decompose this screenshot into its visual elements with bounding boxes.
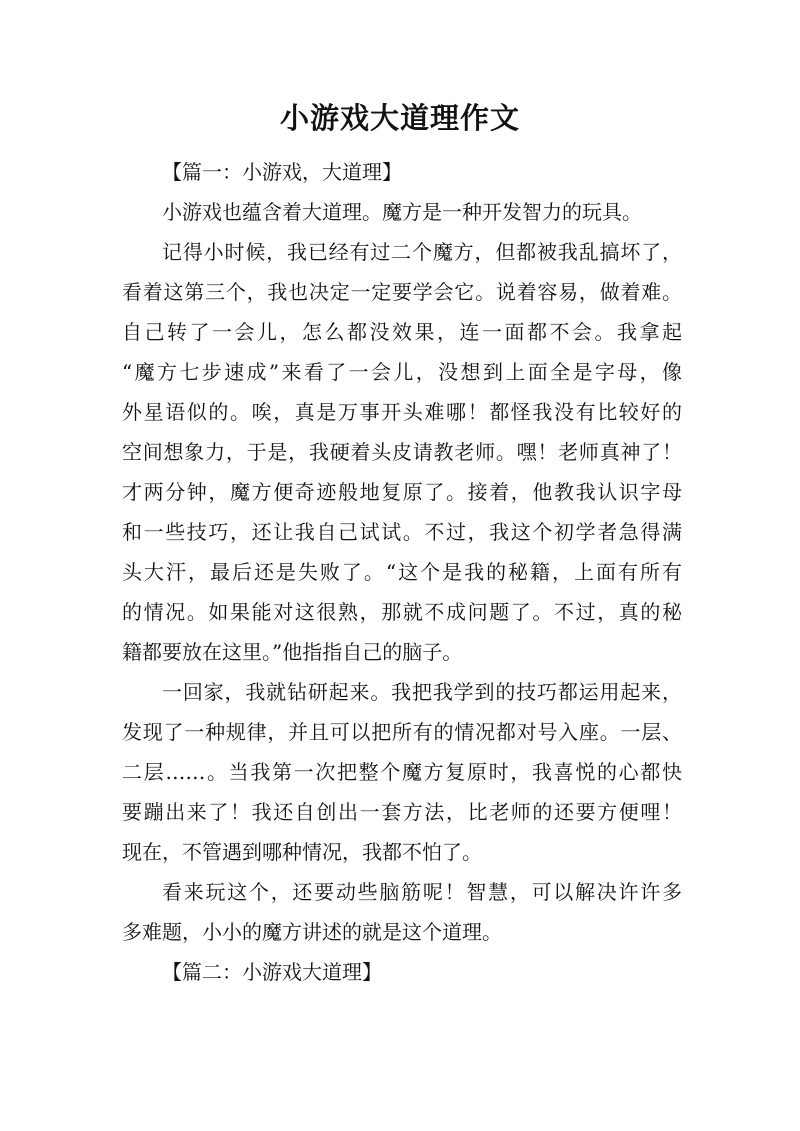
paragraph-line: 二层……。当我第一次把整个魔方复原时，我喜悦的心都快 <box>122 760 682 784</box>
paragraph-line: “魔方七步速成”来看了一会儿，没想到上面全是字母，像 <box>122 360 682 384</box>
paragraph-line: 现在，不管遇到哪种情况，我都不怕了。 <box>122 840 482 864</box>
paragraph-line: 小游戏也蕴含着大道理。魔方是一种开发智力的玩具。 <box>162 200 642 224</box>
paragraph-line: 一回家，我就钻研起来。我把我学到的技巧都运用起来， <box>162 680 682 704</box>
document-body <box>122 152 682 992</box>
paragraph-line: 记得小时候，我已经有过二个魔方，但都被我乱搞坏了， <box>162 240 682 264</box>
paragraph-line: 多难题，小小的魔方讲述的就是这个道理。 <box>122 920 502 944</box>
paragraph-line: 看来玩这个，还要动些脑筋呢！智慧，可以解决许许多 <box>162 880 682 904</box>
paragraph-line: 自己转了一会儿，怎么都没效果，连一面都不会。我拿起 <box>122 320 682 344</box>
section-heading-1: 【篇一：小游戏，大道理】 <box>162 160 402 184</box>
paragraph-line: 籍都要放在这里。”他指指自己的脑子。 <box>122 640 463 664</box>
document-title: 小游戏大道理作文 <box>279 101 520 135</box>
paragraph-line: 头大汗，最后还是失败了。“这个是我的秘籍，上面有所有 <box>122 560 682 584</box>
paragraph-line: 和一些技巧，还让我自己试试。不过，我这个初学者急得满 <box>122 520 682 544</box>
paragraph-line: 的情况。如果能对这很熟，那就不成问题了。不过，真的秘 <box>122 600 682 624</box>
section-heading-2: 【篇二：小游戏大道理】 <box>162 960 382 984</box>
paragraph-line: 看着这第三个，我也决定一定要学会它。说着容易，做着难。 <box>122 280 682 304</box>
paragraph-line: 才两分钟，魔方便奇迹般地复原了。接着，他教我认识字母 <box>122 480 682 504</box>
paragraph-line: 要蹦出来了！我还自创出一套方法，比老师的还要方便哩！ <box>122 800 682 824</box>
paragraph-line: 外星语似的。唉，真是万事开头难哪！都怪我没有比较好的 <box>122 400 682 424</box>
paragraph-line: 空间想象力，于是，我硬着头皮请教老师。嘿！老师真神了！ <box>122 440 682 464</box>
paragraph-line: 发现了一种规律，并且可以把所有的情况都对号入座。一层、 <box>122 720 682 744</box>
